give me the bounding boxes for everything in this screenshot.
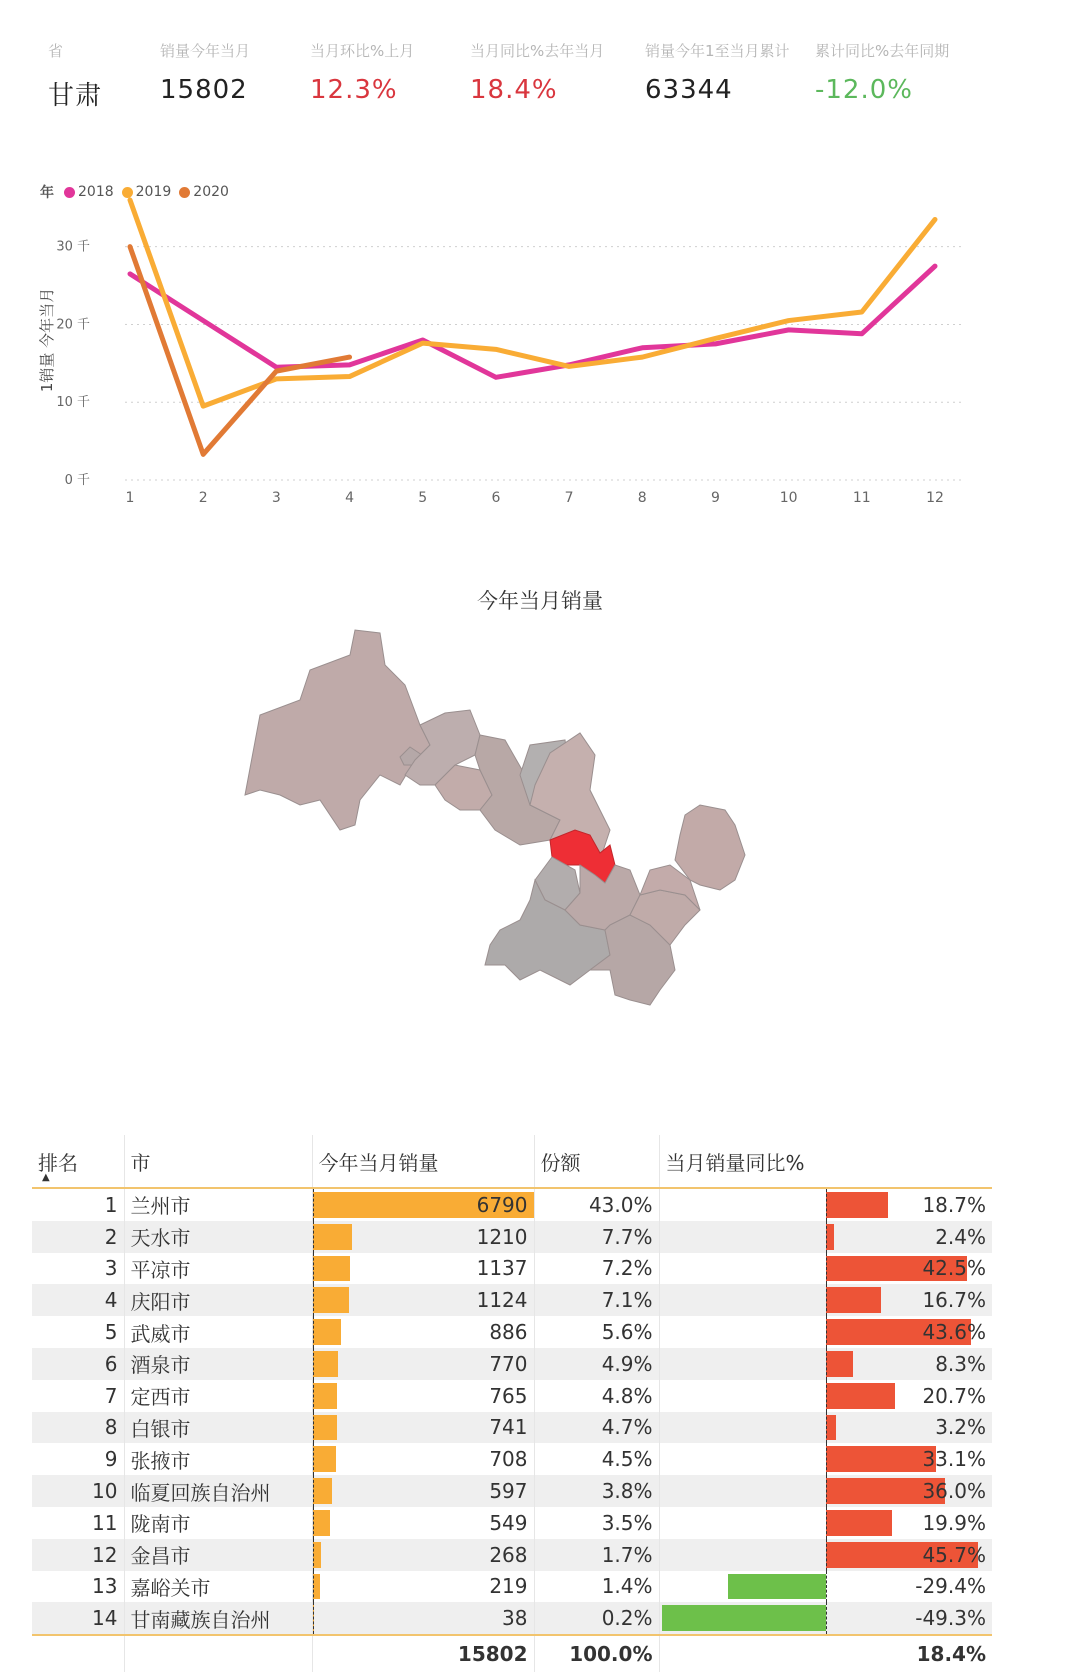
sales-value: 886 bbox=[489, 1320, 528, 1345]
sales-cell bbox=[312, 1571, 534, 1603]
y-tick-label: 20 千 bbox=[56, 317, 90, 333]
x-tick-label: 7 bbox=[564, 490, 574, 506]
rank-cell: 2 bbox=[32, 1221, 124, 1253]
share-cell: 4.5% bbox=[534, 1443, 659, 1475]
yoy-value: 33.1% bbox=[922, 1447, 986, 1472]
share-cell: 7.2% bbox=[534, 1253, 659, 1285]
table-row[interactable] bbox=[32, 1380, 992, 1412]
yoy-cell bbox=[659, 1571, 992, 1603]
header-sales[interactable] bbox=[312, 1135, 534, 1188]
kpi-mom bbox=[310, 40, 414, 105]
table-row[interactable] bbox=[32, 1571, 992, 1603]
sales-value: 770 bbox=[489, 1351, 528, 1376]
sales-cell bbox=[312, 1316, 534, 1348]
share-cell: 43.0% bbox=[534, 1188, 659, 1221]
share-cell: 3.8% bbox=[534, 1475, 659, 1507]
rank-cell: 12 bbox=[32, 1539, 124, 1571]
sales-cell bbox=[312, 1348, 534, 1380]
share-cell: 1.7% bbox=[534, 1539, 659, 1571]
rank-cell: 10 bbox=[32, 1475, 124, 1507]
share-cell: 5.6% bbox=[534, 1316, 659, 1348]
kpi-ytd-yoy bbox=[815, 40, 949, 105]
share-cell: 7.1% bbox=[534, 1284, 659, 1316]
yoy-cell bbox=[659, 1253, 992, 1285]
city-cell: 武威市 bbox=[124, 1316, 312, 1348]
legend-label-2019: 2019 bbox=[135, 184, 172, 200]
share-cell: 4.9% bbox=[534, 1348, 659, 1380]
kpi-header bbox=[40, 40, 1040, 120]
city-cell: 定西市 bbox=[124, 1380, 312, 1412]
kpi-ytd bbox=[645, 40, 790, 105]
share-cell: 7.7% bbox=[534, 1221, 659, 1253]
sales-cell bbox=[312, 1253, 534, 1285]
kpi-ytd-yoy-value: -12.0% bbox=[815, 75, 913, 105]
rank-cell: 4 bbox=[32, 1284, 124, 1316]
rank-cell: 13 bbox=[92, 1574, 118, 1599]
sales-value: 708 bbox=[489, 1447, 528, 1472]
legend-label-2018: 2018 bbox=[78, 184, 114, 200]
sales-cell bbox=[312, 1188, 534, 1221]
table-row[interactable] bbox=[32, 1316, 992, 1348]
y-tick-label: 30 千 bbox=[56, 239, 90, 255]
total-city-cell bbox=[124, 1635, 312, 1672]
legend-item-2018[interactable] bbox=[64, 184, 114, 200]
share-cell: 0.2% bbox=[534, 1602, 659, 1635]
kpi-mom-value: 12.3% bbox=[310, 75, 398, 105]
share-cell: 4.8% bbox=[534, 1380, 659, 1412]
table-row[interactable] bbox=[32, 1475, 992, 1507]
sales-cell bbox=[312, 1412, 534, 1444]
gansu-map bbox=[230, 625, 830, 1085]
header-yoy-label: 当月销量同比% bbox=[665, 1150, 805, 1175]
city-cell: 张掖市 bbox=[124, 1443, 312, 1475]
city-cell: 天水市 bbox=[124, 1221, 312, 1253]
sales-cell bbox=[312, 1380, 534, 1412]
legend-dot-2019 bbox=[122, 187, 133, 198]
sales-cell bbox=[312, 1221, 534, 1253]
total-rank-cell bbox=[32, 1635, 124, 1672]
yoy-cell bbox=[659, 1602, 992, 1635]
yoy-value: 45.7% bbox=[922, 1542, 986, 1567]
y-tick-label: 0 千 bbox=[64, 473, 90, 488]
x-tick-label: 2 bbox=[198, 490, 208, 506]
kpi-yoy-label: 当月同比%去年当月 bbox=[470, 42, 605, 60]
sales-value: 6790 bbox=[476, 1192, 528, 1217]
kpi-month-sales-label: 销量今年当月 bbox=[160, 42, 251, 60]
sales-value: 1137 bbox=[476, 1256, 528, 1281]
map-region-jiuquan[interactable] bbox=[245, 630, 430, 830]
map-title: 今年当月销量 bbox=[477, 589, 603, 613]
x-tick-label: 9 bbox=[710, 490, 720, 506]
kpi-yoy-value: 18.4% bbox=[470, 75, 558, 105]
series-line-2019 bbox=[130, 200, 935, 406]
sales-value: 765 bbox=[489, 1383, 528, 1408]
share-cell: 4.7% bbox=[534, 1412, 659, 1444]
sales-value: 38 bbox=[502, 1606, 528, 1631]
sales-cell bbox=[312, 1284, 534, 1316]
yoy-cell bbox=[659, 1316, 992, 1348]
sales-value: 268 bbox=[489, 1542, 528, 1567]
x-tick-label: 5 bbox=[418, 490, 428, 506]
yoy-cell bbox=[659, 1412, 992, 1444]
city-cell: 临夏回族自治州 bbox=[124, 1475, 312, 1507]
yoy-value: 18.7% bbox=[922, 1192, 986, 1217]
rank-cell: 8 bbox=[32, 1412, 124, 1444]
x-tick-label: 1 bbox=[125, 490, 135, 506]
sales-value: 1124 bbox=[476, 1288, 528, 1313]
kpi-month-sales-value: 15802 bbox=[160, 75, 248, 105]
kpi-ytd-yoy-label: 累计同比%去年同期 bbox=[815, 42, 950, 60]
sales-line-chart bbox=[30, 170, 1020, 550]
yoy-cell bbox=[659, 1188, 992, 1221]
table-row[interactable] bbox=[32, 1507, 992, 1539]
rank-cell: 5 bbox=[104, 1320, 118, 1345]
header-yoy[interactable] bbox=[659, 1135, 992, 1188]
rank-cell: 3 bbox=[104, 1256, 118, 1281]
table-row[interactable] bbox=[32, 1412, 992, 1444]
yoy-value: 43.6% bbox=[922, 1320, 986, 1345]
table-row[interactable] bbox=[32, 1539, 992, 1571]
yoy-cell bbox=[659, 1539, 992, 1571]
yoy-cell bbox=[659, 1284, 992, 1316]
header-city-label: 市 bbox=[130, 1150, 151, 1175]
kpi-province bbox=[48, 40, 102, 112]
legend-item-2019[interactable] bbox=[122, 184, 172, 200]
rank-cell: 14 bbox=[32, 1602, 124, 1635]
header-sales-label: 今年当月销量 bbox=[318, 1150, 439, 1175]
yoy-cell bbox=[659, 1221, 992, 1253]
x-tick-label: 12 bbox=[926, 490, 944, 506]
rank-cell: 11 bbox=[92, 1510, 118, 1535]
legend-title: 年 bbox=[40, 185, 54, 201]
legend-dot-2020 bbox=[179, 187, 190, 198]
legend-dot-2018 bbox=[64, 187, 75, 198]
total-yoy: 18.4% bbox=[659, 1635, 992, 1672]
city-cell: 庆阳市 bbox=[124, 1284, 312, 1316]
table-row[interactable] bbox=[32, 1284, 992, 1316]
series-line-2020 bbox=[130, 247, 350, 455]
share-cell: 1.4% bbox=[534, 1571, 659, 1603]
table-row[interactable] bbox=[32, 1348, 992, 1380]
city-cell: 陇南市 bbox=[124, 1507, 312, 1539]
yoy-value: 42.5% bbox=[922, 1256, 986, 1281]
city-sales-table bbox=[32, 1135, 992, 1672]
sort-asc-icon: ▲ bbox=[42, 1172, 50, 1183]
yoy-cell bbox=[659, 1380, 992, 1412]
table-header-row bbox=[32, 1135, 992, 1188]
kpi-month-sales bbox=[160, 40, 250, 105]
city-cell: 平凉市 bbox=[124, 1253, 312, 1285]
table-row[interactable] bbox=[32, 1253, 992, 1285]
table-row[interactable] bbox=[32, 1188, 992, 1221]
series-line-2018 bbox=[130, 266, 935, 377]
table-row[interactable] bbox=[32, 1602, 992, 1635]
share-cell: 3.5% bbox=[534, 1507, 659, 1539]
sales-value: 219 bbox=[489, 1574, 528, 1599]
x-tick-label: 8 bbox=[637, 490, 647, 506]
yoy-value: 16.7% bbox=[922, 1288, 986, 1313]
kpi-province-value: 甘肃 bbox=[48, 81, 103, 111]
yoy-cell bbox=[659, 1443, 992, 1475]
table-body bbox=[32, 1188, 992, 1635]
rank-cell: 9 bbox=[104, 1447, 118, 1472]
table-row[interactable] bbox=[32, 1443, 992, 1475]
x-tick-label: 10 bbox=[779, 490, 798, 506]
header-share-label: 份额 bbox=[540, 1150, 581, 1175]
yoy-cell bbox=[659, 1475, 992, 1507]
table-row[interactable] bbox=[32, 1221, 992, 1253]
sales-value: 741 bbox=[489, 1415, 528, 1440]
kpi-yoy bbox=[470, 40, 604, 105]
yoy-cell bbox=[659, 1507, 992, 1539]
yoy-value: -29.4% bbox=[915, 1574, 986, 1599]
sales-value: 1210 bbox=[476, 1224, 528, 1249]
yoy-value: 3.2% bbox=[935, 1415, 986, 1440]
yoy-cell bbox=[659, 1348, 992, 1380]
city-cell: 嘉峪关市 bbox=[124, 1571, 312, 1603]
sales-value: 597 bbox=[489, 1479, 528, 1504]
rank-cell: 7 bbox=[104, 1383, 118, 1408]
chart-legend bbox=[40, 182, 233, 202]
x-tick-label: 11 bbox=[852, 490, 871, 506]
kpi-ytd-label: 销量今年1至当月累计 bbox=[645, 42, 790, 60]
yoy-value: 8.3% bbox=[935, 1351, 986, 1376]
rank-cell: 1 bbox=[104, 1192, 118, 1217]
total-share: 100.0% bbox=[534, 1635, 659, 1672]
header-rank[interactable] bbox=[32, 1135, 124, 1188]
legend-item-2020[interactable] bbox=[179, 184, 229, 200]
sales-cell bbox=[312, 1475, 534, 1507]
sales-cell bbox=[312, 1443, 534, 1475]
yoy-value: 20.7% bbox=[922, 1383, 986, 1408]
yoy-value: 36.0% bbox=[922, 1479, 986, 1504]
city-cell: 白银市 bbox=[124, 1412, 312, 1444]
total-sales: 15802 bbox=[312, 1635, 534, 1672]
city-cell: 酒泉市 bbox=[124, 1348, 312, 1380]
rank-cell: 6 bbox=[32, 1348, 124, 1380]
x-tick-label: 3 bbox=[271, 490, 281, 506]
sales-cell bbox=[312, 1539, 534, 1571]
city-cell: 甘南藏族自治州 bbox=[124, 1602, 312, 1635]
header-rank-label: 排名 bbox=[38, 1150, 78, 1175]
sales-cell bbox=[312, 1602, 534, 1635]
city-cell: 兰州市 bbox=[124, 1188, 312, 1221]
city-cell: 金昌市 bbox=[124, 1539, 312, 1571]
yoy-value: 19.9% bbox=[922, 1510, 986, 1535]
sales-value: 549 bbox=[489, 1510, 528, 1535]
kpi-ytd-value: 63344 bbox=[645, 75, 733, 105]
y-tick-label: 10 千 bbox=[56, 395, 90, 411]
table-total-row bbox=[32, 1635, 992, 1672]
legend-label-2020: 2020 bbox=[193, 184, 229, 200]
gansu-map-svg bbox=[230, 625, 830, 1085]
kpi-province-label: 省 bbox=[48, 42, 64, 60]
header-city[interactable] bbox=[124, 1135, 312, 1188]
sales-cell bbox=[312, 1507, 534, 1539]
x-tick-label: 4 bbox=[345, 490, 355, 506]
yoy-value: 2.4% bbox=[935, 1224, 986, 1249]
line-chart-svg bbox=[30, 170, 1020, 550]
yoy-value: -49.3% bbox=[915, 1606, 986, 1631]
header-share[interactable] bbox=[534, 1135, 659, 1188]
x-tick-label: 6 bbox=[491, 490, 501, 506]
y-axis-label: 1销量 今年当月 bbox=[38, 287, 56, 393]
kpi-mom-label: 当月环比%上月 bbox=[310, 42, 415, 60]
